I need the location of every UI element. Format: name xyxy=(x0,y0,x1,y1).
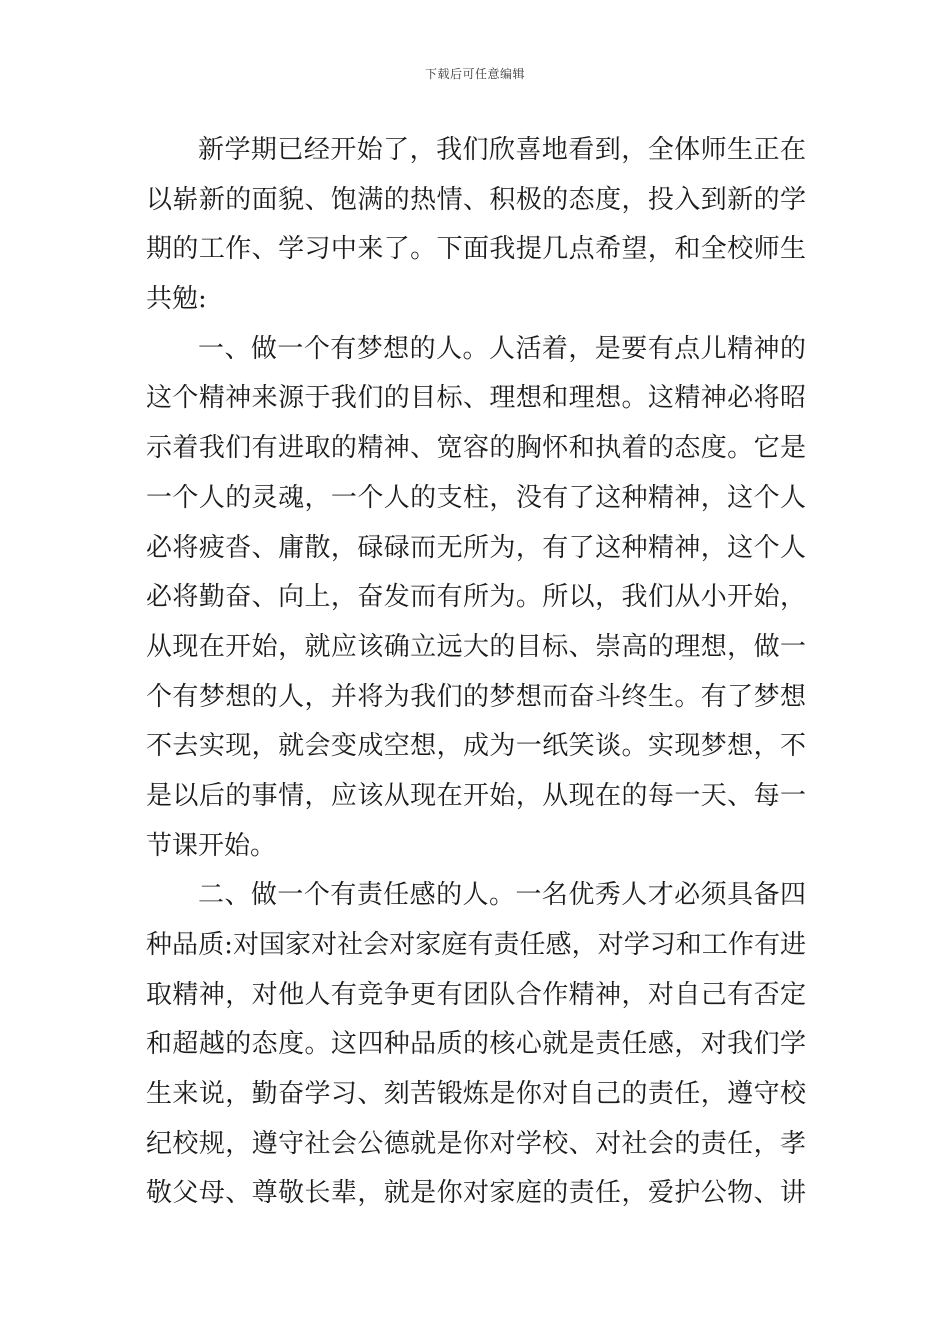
text-line: 一、做一个有梦想的人。人活着，是要有点儿精神的 xyxy=(198,333,806,364)
text-line: 和超越的态度。这四种品质的核心就是责任感，对我们学 xyxy=(146,1029,806,1060)
text-line: 一个人的灵魂，一个人的支柱，没有了这种精神，这个人 xyxy=(146,482,806,513)
text-line: 二、做一个有责任感的人。一名优秀人才必须具备四 xyxy=(198,880,806,911)
paragraph-1 xyxy=(146,126,806,325)
text-line: 生来说，勤奋学习、刻苦锻炼是你对自己的责任，遵守校 xyxy=(146,1079,806,1110)
text-line: 不去实现，就会变成空想，成为一纸笑谈。实现梦想，不 xyxy=(146,731,806,762)
text-line: 个有梦想的人，并将为我们的梦想而奋斗终生。有了梦想 xyxy=(146,681,806,712)
paragraph-2 xyxy=(146,325,806,872)
document-body xyxy=(146,126,806,1219)
text-line: 种品质:对国家对社会对家庭有责任感，对学习和工作有进 xyxy=(146,930,806,960)
text-line: 示着我们有进取的精神、宽容的胸怀和执着的态度。它是 xyxy=(146,433,806,464)
text-line: 新学期已经开始了，我们欣喜地看到，全体师生正在 xyxy=(198,135,806,165)
text-line: 必将勤奋、向上，奋发而有所为。所以，我们从小开始， xyxy=(146,582,806,613)
text-line: 这个精神来源于我们的目标、理想和理想。这精神必将昭 xyxy=(146,383,806,414)
text-line: 必将疲沓、庸散，碌碌而无所为，有了这种精神，这个人 xyxy=(146,532,806,563)
text-line: 敬父母、尊敬长辈，就是你对家庭的责任，爱护公物、讲 xyxy=(146,1178,806,1209)
text-line: 取精神，对他人有竞争更有团队合作精神，对自己有否定 xyxy=(146,979,806,1010)
text-line: 期的工作、学习中来了。下面我提几点希望，和全校师生 xyxy=(146,234,806,265)
paragraph-3 xyxy=(146,871,806,1219)
page-header: 下载后可任意编辑 xyxy=(424,67,525,81)
text-line: 以崭新的面貌、饱满的热情、积极的态度，投入到新的学 xyxy=(146,184,806,215)
text-line: 是以后的事情，应该从现在开始，从现在的每一天、每一 xyxy=(146,780,806,811)
text-line: 共勉: xyxy=(146,284,207,315)
text-line: 从现在开始，就应该确立远大的目标、崇高的理想，做一 xyxy=(146,631,806,662)
text-line: 纪校规，遵守社会公德就是你对学校、对社会的责任，孝 xyxy=(146,1128,806,1159)
text-line: 节课开始。 xyxy=(146,830,277,861)
